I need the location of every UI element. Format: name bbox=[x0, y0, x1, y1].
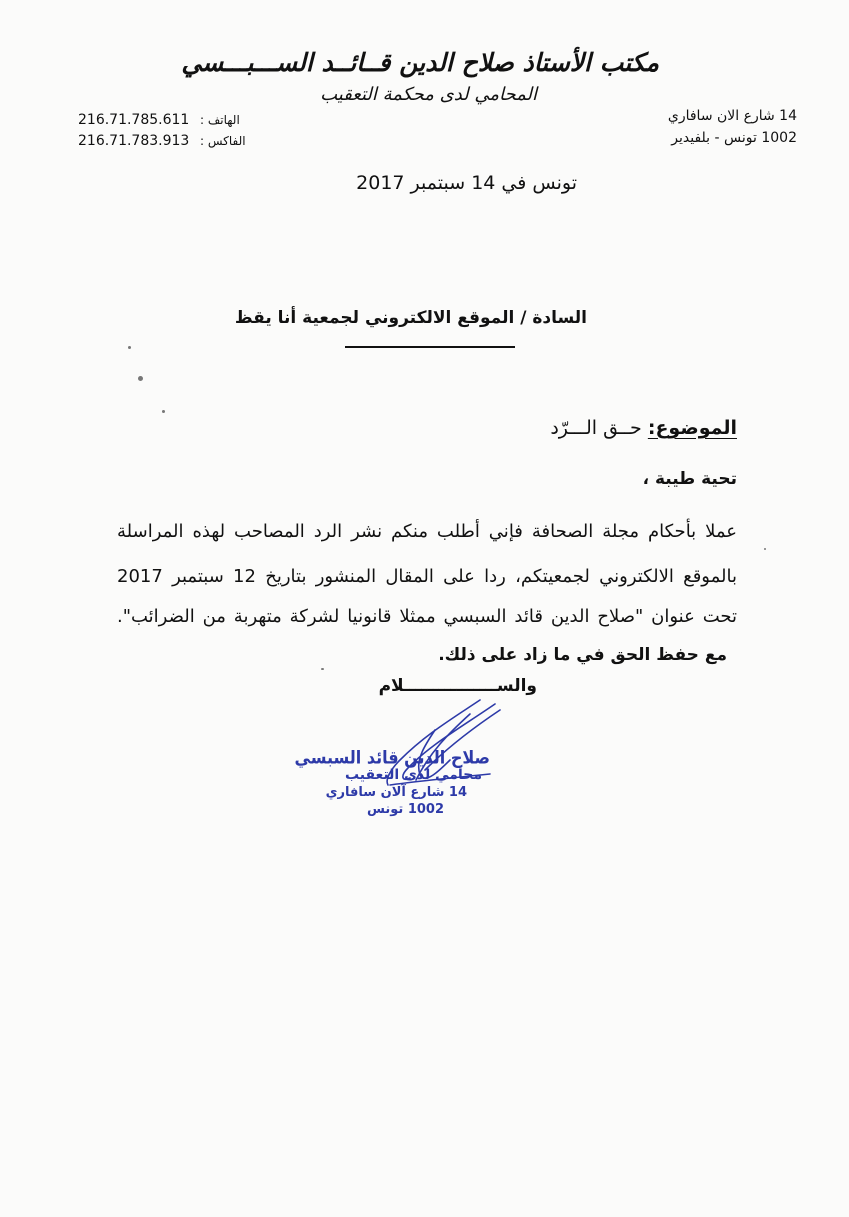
phone-label: الهاتف : bbox=[200, 113, 240, 127]
fax-contact bbox=[78, 133, 278, 149]
address-line-2: 1002 تونس - بلفيدير bbox=[671, 130, 797, 146]
letterhead-title: مكتب الأستاذ صلاح الدين قــائــد الســـبـــسي bbox=[181, 48, 659, 77]
phone-contact bbox=[78, 112, 278, 128]
addressee-underline bbox=[345, 346, 515, 348]
subject-value: حــق الـــرّد bbox=[550, 417, 642, 439]
closing-line: مع حفظ الحق في ما زاد على ذلك. bbox=[438, 645, 727, 665]
phone-number: 216.71.785.611 bbox=[78, 112, 190, 128]
salutation: والســــــــــــــــلام bbox=[378, 676, 537, 696]
letter-date: تونس في 14 سبتمبر 2017 bbox=[356, 172, 577, 194]
subject-line bbox=[337, 417, 737, 439]
body-line: عملا بأحكام مجلة الصحافة فإني أطلب منكم نشر الرد المصاحب لهذه المراسلة bbox=[117, 521, 737, 542]
stamp-line-street: 14 شارع آلان سافاري bbox=[325, 785, 467, 800]
lawyer-stamp bbox=[292, 740, 512, 830]
greeting: تحية طيبة ، bbox=[642, 469, 737, 489]
fax-number: 216.71.783.913 bbox=[78, 133, 190, 149]
scan-speck bbox=[138, 376, 143, 381]
letterhead-subtitle: المحامي لدى محكمة التعقيب bbox=[320, 84, 537, 105]
addressee: السادة / الموقع الالكتروني لجمعية أنا يقظ bbox=[234, 308, 587, 328]
subject-label: الموضوع: bbox=[647, 417, 737, 439]
stamp-line-title: محامي لدى التعقيب bbox=[344, 767, 482, 783]
stamp-line-city: 1002 تونس bbox=[366, 802, 444, 817]
scan-speck bbox=[321, 668, 324, 670]
address-line-1: 14 شارع الان سافاري bbox=[667, 108, 797, 124]
stamp-line-name: صلاح الدين قائد السبسي bbox=[294, 747, 490, 768]
fax-label: الفاكس : bbox=[200, 134, 246, 148]
scan-speck bbox=[764, 548, 766, 550]
scan-speck bbox=[128, 346, 131, 349]
scan-speck bbox=[162, 410, 165, 413]
body-line: تحت عنوان "صلاح الدين قائد السبسي ممثلا قانونيا لشركة متهربة من الضرائب". bbox=[117, 606, 737, 627]
body-line: بالموقع الالكتروني لجمعيتكم، ردا على المقال المنشور بتاريخ 12 سبتمبر 2017 bbox=[117, 566, 737, 587]
